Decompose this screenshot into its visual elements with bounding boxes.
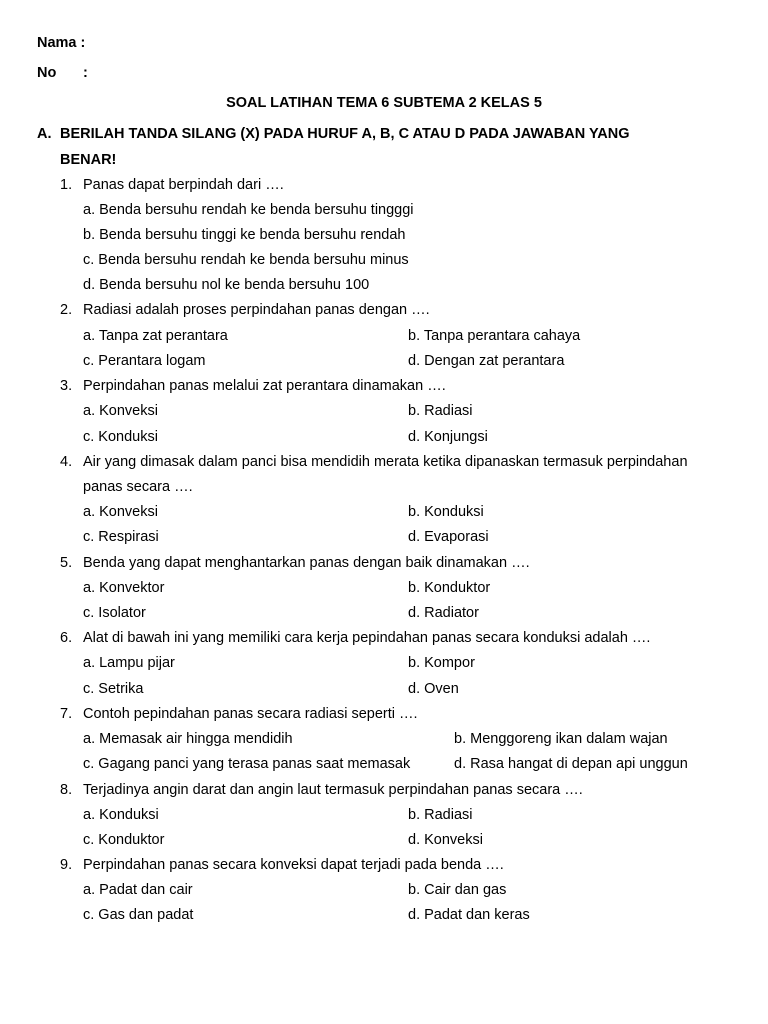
answer-option: c. Benda bersuhu rendah ke benda bersuhu minus: [83, 252, 409, 268]
answer-option: d. Evaporasi: [408, 529, 489, 545]
answer-option: b. Radiasi: [408, 403, 473, 419]
answer-option: c. Konduksi: [83, 429, 158, 445]
nama-label: Nama :: [37, 35, 86, 51]
question-number: 5.: [60, 555, 73, 571]
answer-option: b. Tanpa perantara cahaya: [408, 328, 581, 344]
answer-option: b. Kompor: [408, 655, 475, 671]
question-text: Perpindahan panas melalui zat perantara dinamakan ….: [83, 378, 446, 394]
question-number: 9.: [60, 857, 73, 873]
answer-option: d. Oven: [408, 681, 459, 697]
answer-option: a. Konveksi: [83, 504, 158, 520]
section-instruction-line1: BERILAH TANDA SILANG (X) PADA HURUF A, B, C ATAU D PADA JAWABAN YANG: [60, 126, 630, 142]
answer-option: a. Konvektor: [83, 580, 165, 596]
answer-option: d. Benda bersuhu nol ke benda bersuhu 100: [83, 277, 370, 293]
answer-option: d. Radiator: [408, 605, 479, 621]
answer-option: c. Gas dan padat: [83, 907, 194, 923]
question-number: 1.: [60, 177, 73, 193]
page-title: SOAL LATIHAN TEMA 6 SUBTEMA 2 KELAS 5: [226, 95, 542, 111]
question-text: Contoh pepindahan panas secara radiasi seperti ….: [83, 706, 418, 722]
question-text: Perpindahan panas secara konveksi dapat terjadi pada benda ….: [83, 857, 504, 873]
question-text: Alat di bawah ini yang memiliki cara kerja pepindahan panas secara konduksi adalah ….: [83, 630, 651, 646]
answer-option: d. Rasa hangat di depan api unggun: [454, 756, 688, 772]
question-number: 4.: [60, 454, 73, 470]
answer-option: a. Memasak air hingga mendidih: [83, 731, 293, 747]
answer-option: d. Dengan zat perantara: [408, 353, 565, 369]
answer-option: a. Padat dan cair: [83, 882, 193, 898]
question-number: 2.: [60, 302, 73, 318]
question-text: Terjadinya angin darat dan angin laut termasuk perpindahan panas secara ….: [83, 782, 583, 798]
answer-option: b. Konduktor: [408, 580, 491, 596]
answer-option: a. Lampu pijar: [83, 655, 175, 671]
question-number: 7.: [60, 706, 73, 722]
answer-option: b. Konduksi: [408, 504, 484, 520]
answer-option: a. Konduksi: [83, 807, 159, 823]
answer-option: c. Perantara logam: [83, 353, 206, 369]
question-number: 8.: [60, 782, 73, 798]
answer-option: c. Isolator: [83, 605, 146, 621]
answer-option: c. Gagang panci yang terasa panas saat memasak: [83, 756, 411, 772]
question-text: Panas dapat berpindah dari ….: [83, 177, 284, 193]
answer-option: b. Cair dan gas: [408, 882, 507, 898]
no-label: No: [37, 65, 57, 81]
answer-option: d. Konveksi: [408, 832, 483, 848]
question-text: Benda yang dapat menghantarkan panas dengan baik dinamakan ….: [83, 555, 530, 571]
answer-option: d. Konjungsi: [408, 429, 488, 445]
question-number: 3.: [60, 378, 73, 394]
section-instruction-line2: BENAR!: [60, 152, 117, 168]
answer-option: a. Konveksi: [83, 403, 158, 419]
no-colon: :: [83, 65, 88, 81]
section-letter: A.: [37, 126, 52, 142]
answer-option: b. Radiasi: [408, 807, 473, 823]
answer-option: a. Benda bersuhu rendah ke benda bersuhu tingggi: [83, 202, 414, 218]
answer-option: c. Respirasi: [83, 529, 159, 545]
answer-option: b. Benda bersuhu tinggi ke benda bersuhu rendah: [83, 227, 406, 243]
answer-option: c. Setrika: [83, 681, 144, 697]
question-number: 6.: [60, 630, 73, 646]
answer-option: b. Menggoreng ikan dalam wajan: [454, 731, 668, 747]
answer-option: d. Padat dan keras: [408, 907, 530, 923]
question-text-continued: panas secara ….: [83, 479, 193, 495]
question-text: Air yang dimasak dalam panci bisa mendidih merata ketika dipanaskan termasuk perpindahan: [83, 454, 688, 470]
answer-option: c. Konduktor: [83, 832, 165, 848]
answer-option: a. Tanpa zat perantara: [83, 328, 228, 344]
question-text: Radiasi adalah proses perpindahan panas dengan ….: [83, 302, 430, 318]
